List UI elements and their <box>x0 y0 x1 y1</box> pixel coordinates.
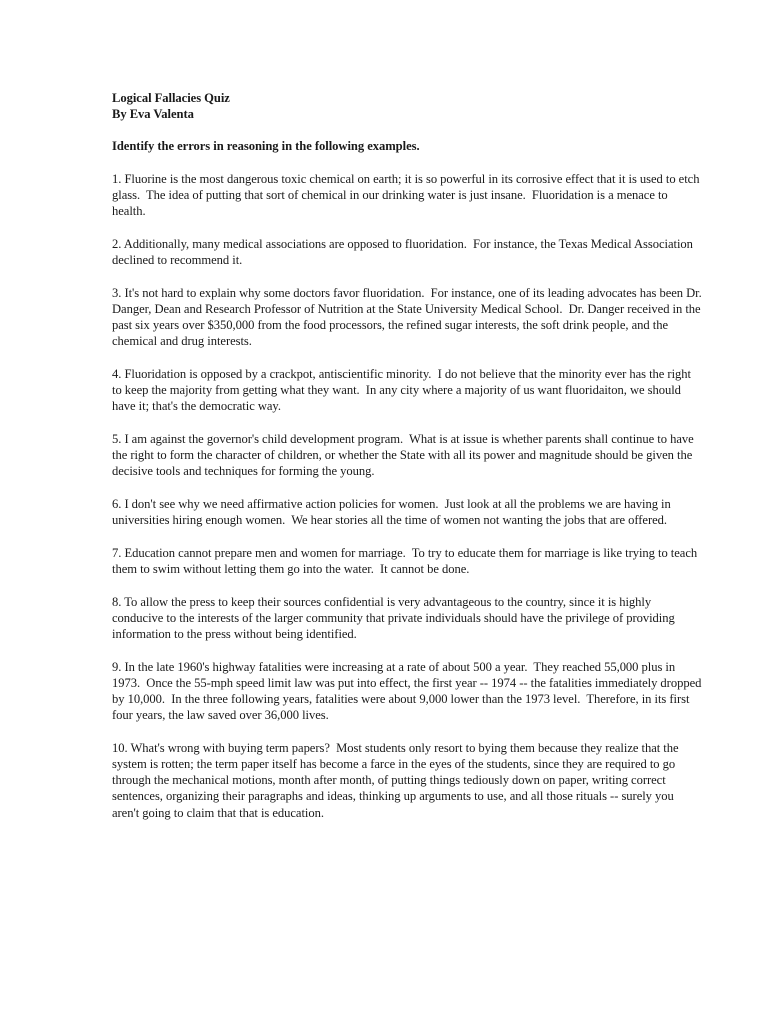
question-4: 4. Fluoridation is opposed by a crackpot, antiscientific minority. I do not believe that the minority ever has the right to keep the majority from getting what they want. In any city where a majority of us want fluoridaiton, we should have it; that's the democratic way. <box>112 367 695 414</box>
question-5: 5. I am against the governor's child development program. What is at issue is whether parents shall continue to have the right to form the character of children, or whether the State with all its power and magnitude should be given the decisive tools and techniques for forming the young. <box>112 432 697 479</box>
instructions: Identify the errors in reasoning in the following examples. <box>112 139 420 154</box>
question-3: 3. It's not hard to explain why some doctors favor fluoridation. For instance, one of its leading advocates has been Dr. Danger, Dean and Research Professor of Nutrition at the State University Medical School. Dr. Danger received in the past six years over $350,000 from the food processors, the refined sugar interests, the soft drink people, and the chemical and drug interests. <box>112 285 705 349</box>
author-line: By Eva Valenta <box>112 107 194 122</box>
title-block <box>112 90 702 122</box>
question-6: 6. I don't see why we need affirmative action policies for women. Just look at all the problems we are having in universities hiring enough women. We hear stories all the time of women not wanting the jobs that are offered. <box>112 497 674 528</box>
document-title: Logical Fallacies Quiz <box>112 91 230 105</box>
question-7: 7. Education cannot prepare men and women for marriage. To try to educate them for marriage is like trying to teach them to swim without letting them go into the water. It cannot be done. <box>112 545 701 576</box>
question-9: 9. In the late 1960's highway fatalities were increasing at a rate of about 500 a year. They reached 55,000 plus in 1973. Once the 55-mph speed limit law was put into effect, the first year -- 1974 -- the fatalities immediately dropped by 10,000. In the three following years, fatalities were about 9,000 lower than the 1973 level. Therefore, in its first four years, the law saved over 36,000 lives. <box>112 659 705 723</box>
question-10: 10. What's wrong with buying term papers? Most students only resort to bying them because they realize that the system is rotten; the term paper itself has become a farce in the eyes of the students, since they are required to go through the mechanical motions, month after month, of putting things tediously down on paper, writing correct sentences, organizing their paragraphs and ideas, thinking up arguments to use, and all those rituals -- surely you aren't going to claim that that is education. <box>112 740 682 820</box>
question-1: 1. Fluorine is the most dangerous toxic chemical on earth; it is so powerful in its corrosive effect that it is used to etch glass. The idea of putting that sort of chemical in our drinking water is just insane. Fluoridation is a menace to health. <box>112 172 703 219</box>
document-body <box>112 90 705 821</box>
question-2: 2. Additionally, many medical associations are opposed to fluoridation. For instance, the Texas Medical Association declined to recommend it. <box>112 237 697 268</box>
question-8: 8. To allow the press to keep their sources confidential is very advantageous to the country, since it is highly conducive to the interests of the larger community that private individuals should have the privilege of providing information to the press without being identified. <box>112 594 678 641</box>
